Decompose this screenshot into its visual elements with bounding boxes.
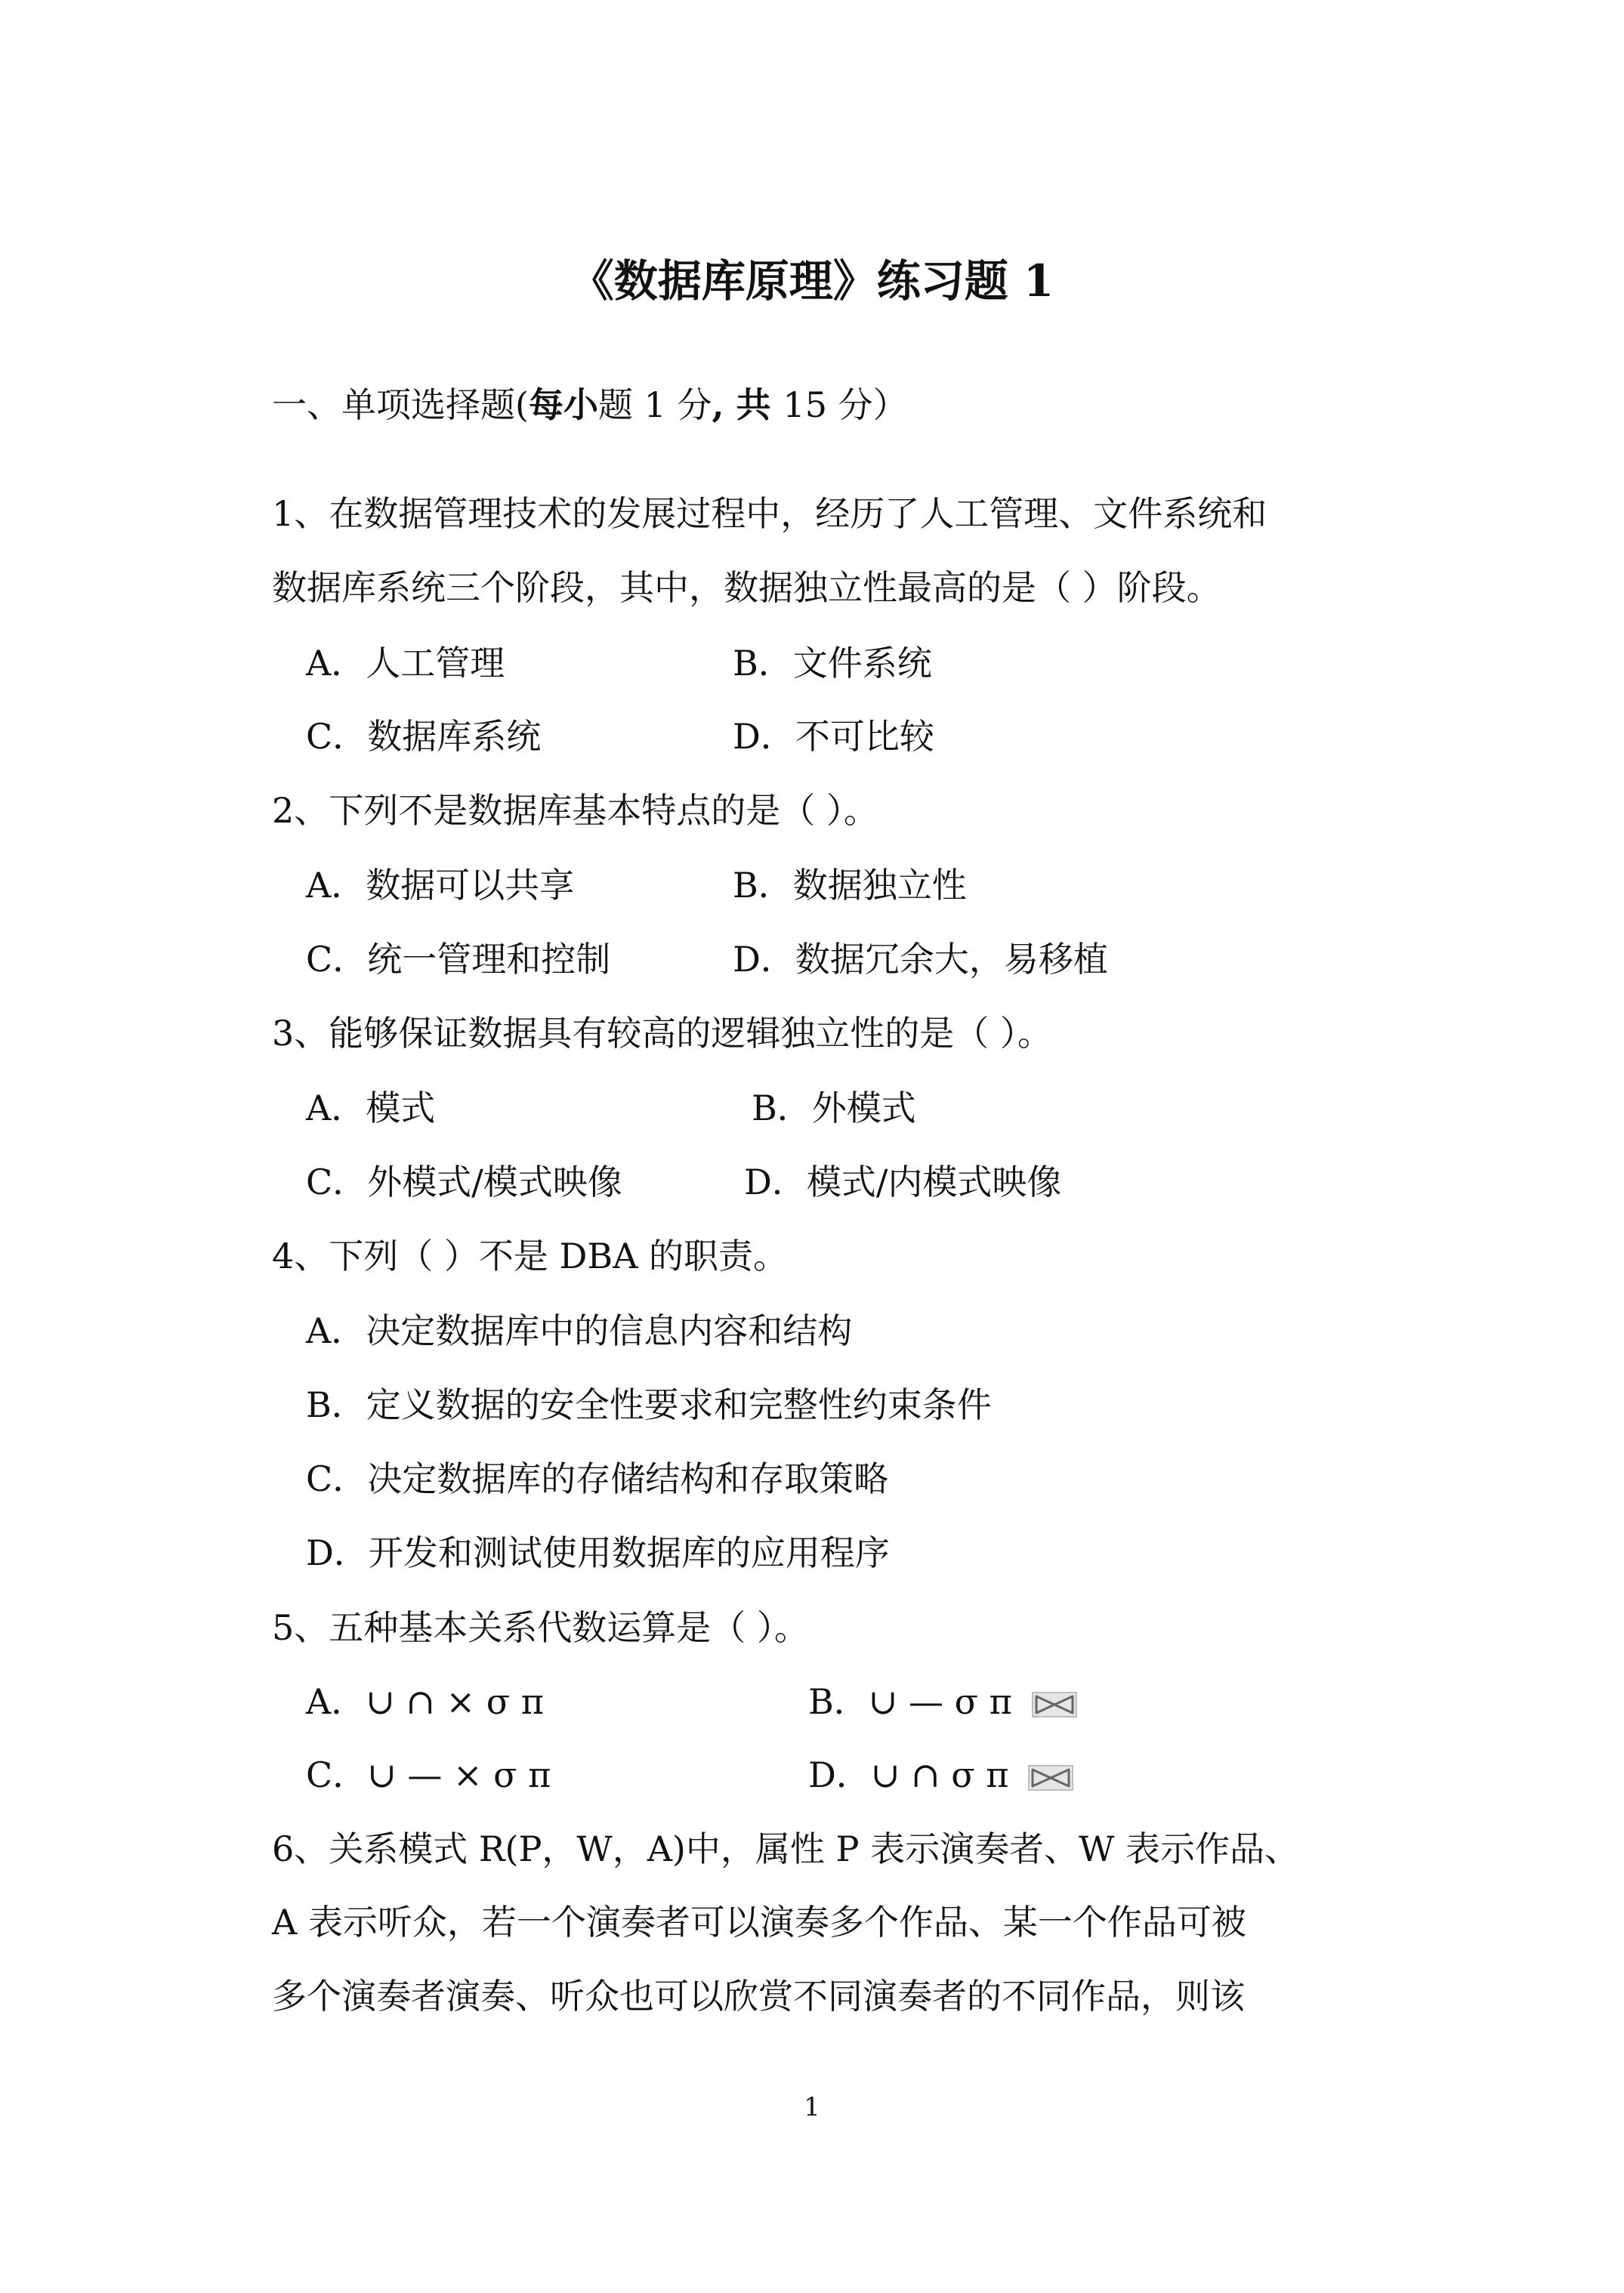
question-4-line-1: 4、下列（ ）不是 DBA 的职责。: [272, 1236, 789, 1276]
question-5-option-c: C．∪ — × σ π: [306, 1754, 551, 1795]
question-4-option-b: B．定义数据的安全性要求和完整性约束条件: [306, 1384, 992, 1425]
question-5-line-1: 5、五种基本关系代数运算是（ ）。: [272, 1607, 809, 1648]
question-3-line-1: 3、能够保证数据具有较高的逻辑独立性的是（ ）。: [272, 1013, 1052, 1054]
question-5-option-b-text: B．∪ — σ π: [808, 1681, 1012, 1722]
question-5-option-a: A．∪ ∩ × σ π: [306, 1681, 544, 1722]
question-2-option-a: A．数据可以共享: [306, 865, 575, 906]
question-6-line-2: A 表示听众，若一个演奏者可以演奏多个作品、某一个作品可被: [272, 1902, 1246, 1943]
question-1-line-1: 1、在数据管理技术的发展过程中，经历了人工管理、文件系统和: [272, 493, 1267, 534]
page-number: 1: [804, 2092, 820, 2122]
section-bold-2: , 共: [712, 384, 783, 425]
question-3-option-b: B．外模式: [752, 1088, 916, 1128]
section-heading: [272, 378, 908, 427]
question-2-option-b: B．数据独立性: [733, 865, 967, 906]
question-2-line-1: 2、下列不是数据库基本特点的是（ ）。: [272, 790, 878, 831]
question-4-option-a: A．决定数据库中的信息内容和结构: [306, 1310, 853, 1351]
question-4-option-d: D．开发和测试使用数据库的应用程序: [306, 1532, 890, 1573]
question-1-option-b: B．文件系统: [733, 643, 932, 684]
question-6-line-1: 6、关系模式 R(P，W，A)中，属性 P 表示演奏者、W 表示作品、: [272, 1829, 1299, 1869]
section-bold-1: 每小: [528, 384, 598, 425]
question-1-option-c: C．数据库系统: [306, 716, 542, 757]
section-mid: 题 1 分: [597, 384, 712, 425]
question-1-option-d: D．不可比较: [733, 716, 934, 757]
question-5-option-b: [808, 1679, 1077, 1724]
question-2-option-c: C．统一管理和控制: [306, 939, 611, 980]
section-tail: 15 分）: [783, 384, 908, 425]
question-4-option-c: C．决定数据库的存储结构和存取策略: [306, 1458, 889, 1499]
question-1-line-2: 数据库系统三个阶段，其中，数据独立性最高的是（ ）阶段。: [272, 567, 1221, 608]
question-3-option-c: C．外模式/模式映像: [306, 1162, 622, 1202]
question-3-option-a: A．模式: [306, 1088, 436, 1128]
natural-join-icon: [1032, 1692, 1077, 1717]
question-1-option-a: A．人工管理: [306, 643, 505, 684]
page-title: 《数据库原理》练习题 1: [570, 255, 1054, 307]
question-5-option-d: [808, 1752, 1073, 1798]
question-3-option-d: D．模式/内模式映像: [744, 1162, 1062, 1202]
question-2-option-d: D．数据冗余大，易移植: [733, 939, 1108, 980]
natural-join-icon: [1028, 1765, 1073, 1791]
question-6-line-3: 多个演奏者演奏、听众也可以欣赏不同演奏者的不同作品，则该: [272, 1976, 1245, 2017]
question-5-option-d-text: D．∪ ∩ σ π: [808, 1754, 1009, 1795]
section-prefix: 一、单项选择题(: [272, 384, 529, 425]
